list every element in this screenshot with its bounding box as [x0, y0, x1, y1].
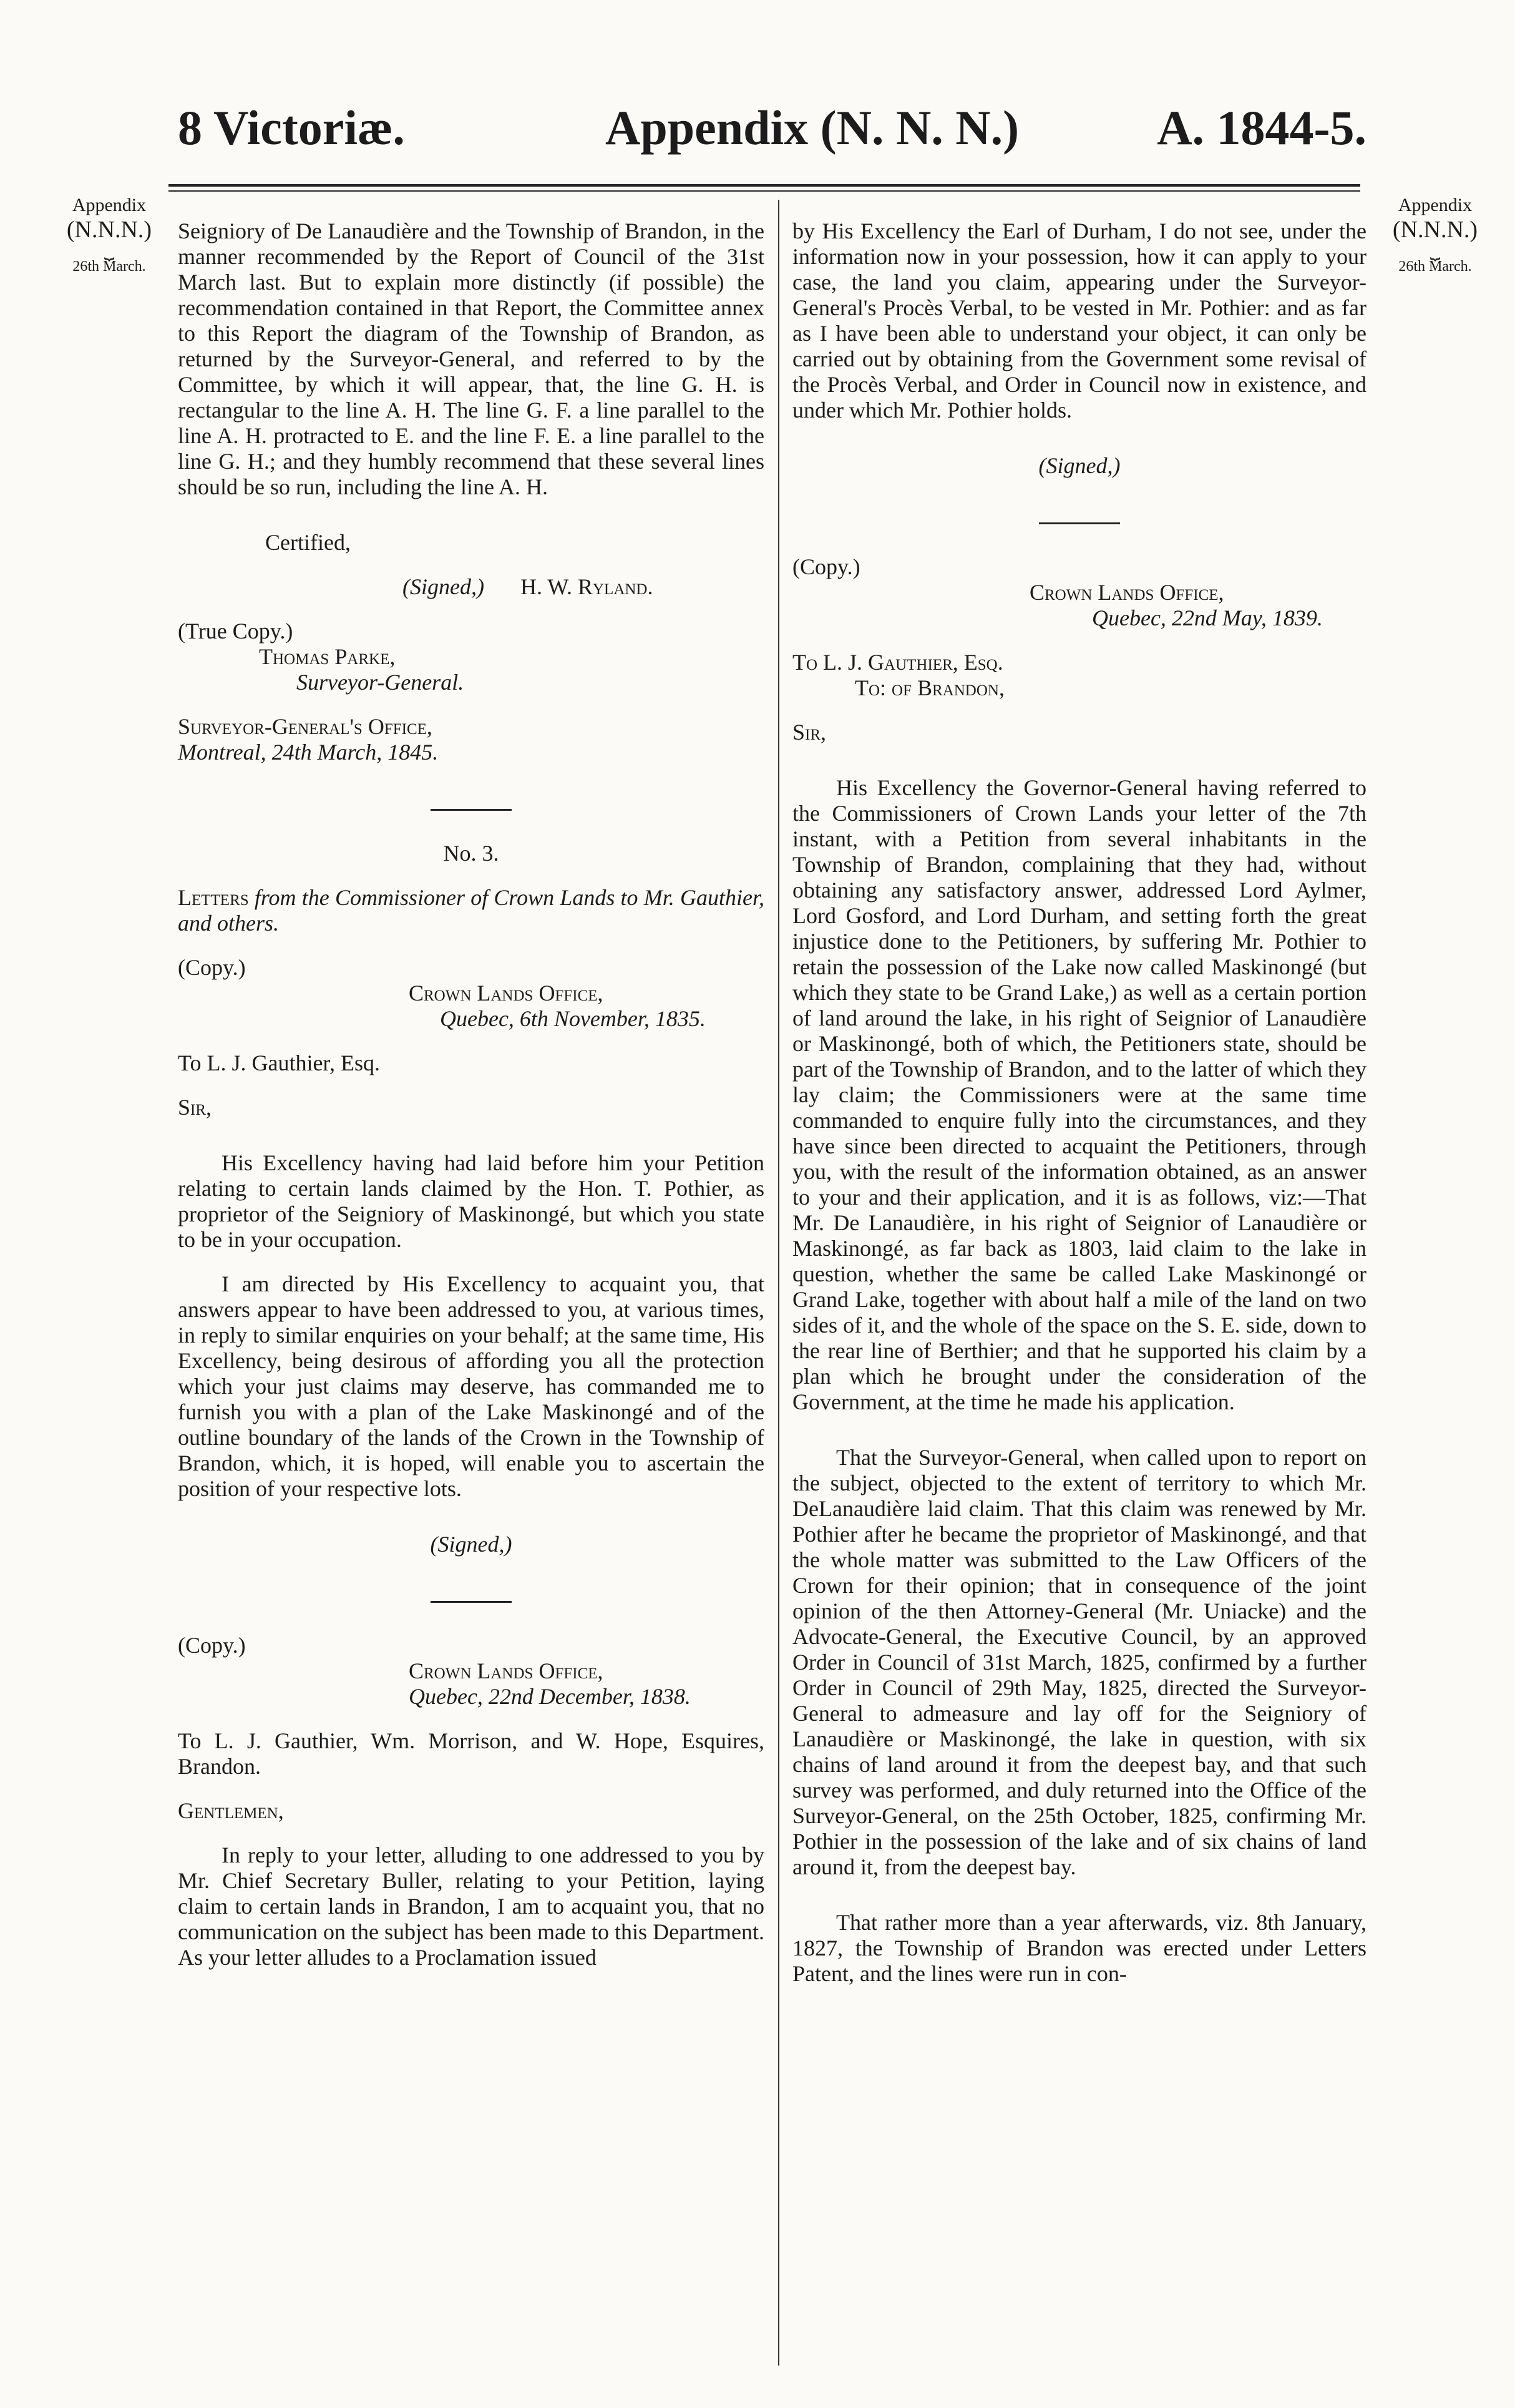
- signer-title: Surveyor-General.: [296, 670, 464, 695]
- margin-note-left: [44, 195, 175, 276]
- copy-label: (Copy.): [178, 955, 246, 980]
- salutation: Sir,: [178, 1095, 212, 1120]
- copy-label: (Copy.): [178, 1633, 246, 1658]
- certified-label: Certified,: [265, 530, 351, 555]
- margin-note-right: [1360, 195, 1510, 276]
- addressee-line: To: of Brandon,: [855, 675, 1005, 700]
- addressee: To L. J. Gauthier, Wm. Morrison, and W. Hope, Esquires, Brandon.: [178, 1728, 764, 1779]
- paragraph: Seigniory of De Lanaudière and the Township of Brandon, in the manner recommended by the Report of Council of the 31st March last. But to explain more distinctly (if possible) the recommendation contained in that Report, the Committee annex to this Report the diagram of the Township of Brandon, as returned by the Surveyor-General, and referred to by the Committee, by which it will appear, that, the line G. H. is rectangular to the line A. H. The line G. F. a line parallel to the line A. H. protracted to E. and the line F. E. a line parallel to the line G. H.; and they humbly recommend that these several lines should be so run, including the line A. H.: [178, 218, 764, 499]
- margin-note-label: Appendix: [1398, 195, 1473, 215]
- true-copy-label: (True Copy.): [178, 619, 293, 644]
- margin-note-code: (N.N.N.): [1392, 216, 1478, 243]
- office-place-date: Quebec, 22nd December, 1838.: [409, 1684, 691, 1709]
- copy-label: (Copy.): [792, 554, 860, 579]
- signer-name: H. W. Ryland.: [520, 574, 653, 599]
- section-title: [178, 885, 764, 936]
- section-title-text: from the Commissioner of Crown Lands to Mr. Gauthier, and others.: [178, 885, 764, 936]
- signed-label: (Signed,): [1038, 453, 1121, 478]
- office-name: Crown Lands Office,: [1030, 580, 1224, 605]
- paragraph: His Excellency having had laid before him your Petition relating to certain lands claimed by the Hon. T. Pothier, as proprietor of the Seigniory of Maskinongé, but which you state to be in your occupation.: [178, 1150, 764, 1252]
- header-year: A. 1844-5.: [1157, 100, 1366, 155]
- header-rule-thin: [168, 190, 1360, 192]
- margin-note-date: 26th March.: [1398, 258, 1472, 275]
- section-number: No. 3.: [443, 841, 499, 866]
- signed-label: (Signed,): [430, 1532, 512, 1557]
- header-session: 8 Victoriæ.: [178, 100, 405, 155]
- paragraph: That rather more than a year afterwards, viz. 8th January, 1827, the Township of Brandon was erected under Letters Patent, and the lines were run in con-: [792, 1910, 1366, 1986]
- left-column: [178, 218, 764, 1970]
- signer-name: Thomas Parke,: [259, 644, 396, 669]
- addressee: To L. J. Gauthier, Esq.: [792, 650, 1003, 675]
- section-title-lead: Letters: [178, 885, 249, 910]
- signed-label: (Signed,): [402, 574, 484, 599]
- paragraph: His Excellency the Governor-General having referred to the Commissioners of Crown Lands your letter of the 7th instant, with a Petition from several inhabitants in the Township of Brandon, complaining that they had, without obtaining any satisfactory answer, addressed Lord Aylmer, Lord Gosford, and Lord Durham, and setting forth the great injustice done to the Petitioners, by suffering Mr. Pothier to retain the possession of the Lake now called Maskinongé (but which they state to be Grand Lake,) as well as a certain portion of land around the lake, in his right of Seignior of Lanaudière or Maskinongé, both of which, the Petitioners state, should be part of the Township of Brandon, and to the latter of which they lay claim; the Commissioners were at the same time commanded to enquire fully into the circumstances, and they have since been directed to acquaint the Petitioners, through you, with the result of the information obtained, as an answer to your and their application, and it is as follows, viz:—That Mr. De Lanaudière, in his right of Seignior of Lanaudière or Maskinongé, as far back as 1803, laid claim to the lake in question, whether the same be called Lake Maskinongé or Grand Lake, together with about half a mile of the land on two sides of it, and the whole of the space on the S. E. side, down to the rear line of Berthier; and that he supported his claim by a plan which he brought under the consideration of the Government, at the time he made his application.: [792, 775, 1366, 1414]
- addressee: To L. J. Gauthier, Esq.: [178, 1050, 380, 1075]
- salutation: Sir,: [792, 720, 827, 745]
- margin-note-label: Appendix: [72, 195, 147, 215]
- office-place-date: Montreal, 24th March, 1845.: [178, 740, 439, 765]
- header-appendix: Appendix (N. N. N.): [605, 100, 1020, 155]
- margin-brace: ⏟: [104, 241, 115, 261]
- column-divider: [778, 200, 779, 2366]
- right-column: [792, 218, 1366, 1987]
- salutation: Gentlemen,: [178, 1798, 284, 1823]
- office-name: Surveyor-General's Office,: [178, 714, 432, 739]
- office-name: Crown Lands Office,: [409, 981, 603, 1006]
- margin-brace: ⏟: [1430, 241, 1441, 261]
- paragraph: That the Surveyor-General, when called upon to report on the subject, objected to the extent of territory to which Mr. DeLanaudière laid claim. That this claim was renewed by Mr. Pothier after he became the proprietor of Maskinongé, and that the whole matter was submitted to the Law Officers of the Crown for their opinion; that in consequence of the joint opinion of the then Attorney-General (Mr. Uniacke) and the Advocate-General, the Executive Council, by an approved Order in Council of 31st March, 1825, confirmed by a further Order in Council of 29th May, 1825, directed the Surveyor-General to admeasure and lay off for the Seigniory of Lanaudière or Maskinongé, the lake in question, with six chains of land around it from the deepest bay, and that such survey was performed, and duly returned into the Office of the Surveyor-General, on the 25th October, 1825, confirming Mr. Pothier in the possession of the lake and of six chains of land around it, from the deepest bay.: [792, 1445, 1366, 1879]
- office-place-date: Quebec, 6th November, 1835.: [440, 1006, 706, 1031]
- office-name: Crown Lands Office,: [409, 1658, 603, 1683]
- office-place-date: Quebec, 22nd May, 1839.: [1092, 605, 1323, 630]
- margin-note-date: 26th March.: [72, 258, 146, 275]
- page-header: [168, 94, 1366, 162]
- margin-note-code: (N.N.N.): [66, 216, 152, 243]
- paragraph: In reply to your letter, alluding to one addressed to you by Mr. Chief Secretary Buller, relating to your Petition, laying claim to certain lands in Brandon, I am to acquaint you, that no communication on the subject has been made to this Department. As your letter alludes to a Proclamation issued: [178, 1843, 764, 1970]
- paragraph: by His Excellency the Earl of Durham, I do not see, under the information now in your possession, how it can apply to your case, the land you claim, appearing under the Surveyor-General's Procès Verbal, to be vested in Mr. Pothier: and as far as I have been able to understand your object, it can only be carried out by obtaining from the Government some revisal of the Procès Verbal, and Order in Council now in existence, and under which Mr. Pothier holds.: [792, 218, 1366, 423]
- paragraph: I am directed by His Excellency to acquaint you, that answers appear to have been addressed to you, at various times, in reply to similar enquiries on your behalf; at the same time, His Excellency, being desirous of affording you all the protection which your just claims may deserve, has commanded me to furnish you with a plan of the Lake Maskinongé and of the outline boundary of the lands of the Crown in the Township of Brandon, which, it is hoped, will enable you to ascertain the position of your respective lots.: [178, 1271, 764, 1501]
- header-rule: [168, 184, 1360, 187]
